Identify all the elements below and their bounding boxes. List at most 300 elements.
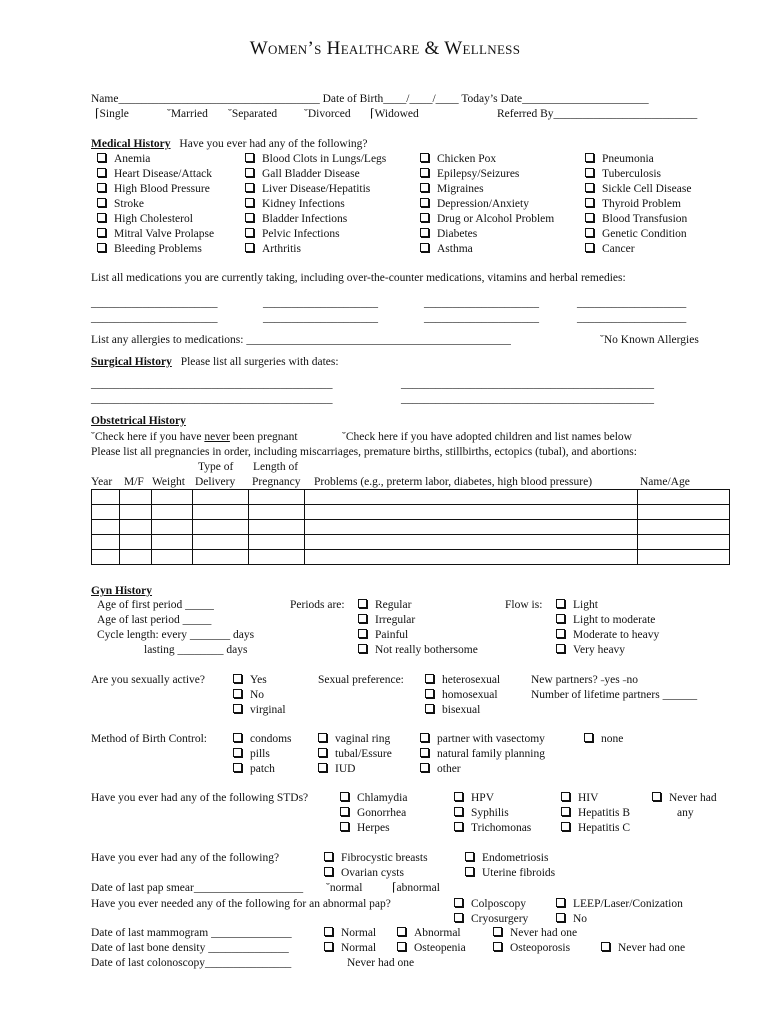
last-bone-density[interactable]: Date of last bone density ______________ [91,942,289,954]
med-line-1d[interactable]: ___________________ [577,297,687,309]
checkbox-icon[interactable] [340,807,349,816]
medical-option-blood-clots-in-lungs-legs[interactable] [245,152,386,167]
medical-option-depression-anxiety[interactable] [420,197,554,212]
bone-never[interactable] [601,941,685,955]
medical-option-cancer[interactable] [585,242,691,257]
length-of-label: Length of [253,461,299,473]
medical-label: Cancer [602,243,635,255]
checkbox-icon[interactable] [561,822,570,831]
checkbox-icon[interactable] [324,852,333,861]
checkbox-icon[interactable] [584,733,593,742]
obstetrical-history-heading: Obstetrical History [91,415,186,427]
medical-option-high-blood-pressure[interactable] [97,182,214,197]
table-cell[interactable] [248,550,304,565]
medical-option-stroke[interactable] [97,197,214,212]
std-label: Hepatitis B [578,807,631,819]
checkbox-icon[interactable] [454,822,463,831]
checkbox-icon[interactable] [318,748,327,757]
checkbox-icon[interactable] [97,243,106,252]
medical-option-bladder-infections[interactable] [245,212,386,227]
checkbox-icon[interactable] [233,674,242,683]
checkbox-icon[interactable] [420,748,429,757]
medical-option-mitral-valve-prolapse[interactable] [97,227,214,242]
checkbox-icon[interactable] [420,733,429,742]
medical-label: Genetic Condition [602,228,687,240]
birth-control-option-vaginal-ring[interactable] [318,732,392,747]
condition-label: Uterine fibroids [482,867,556,879]
medical-label: Gall Bladder Disease [262,168,360,180]
condition-label: Endometriosis [482,852,549,864]
birth-control-option-pills[interactable] [233,747,292,762]
allergies-line[interactable]: List any allergies to medications: ______________________________________________ [91,334,511,346]
never-pregnant-post: been pregnant [229,431,298,443]
medical-option-genetic-condition[interactable] [585,227,691,242]
table-cell[interactable] [151,490,192,505]
table-cell[interactable] [192,535,248,550]
table-cell[interactable] [248,505,304,520]
checkbox-icon[interactable] [420,198,429,207]
std-option-hepatitis-c[interactable] [561,821,630,836]
checkbox-icon[interactable] [561,792,570,801]
std-option-herpes[interactable] [340,821,407,836]
other-conditions-col-1 [324,851,428,881]
table-cell[interactable] [119,505,151,520]
table-cell[interactable] [192,550,248,565]
condition-option-endometriosis[interactable] [465,851,555,866]
checkbox-icon[interactable] [454,913,463,922]
mammo-never-label: Never had one [510,927,578,939]
col-pregnancy: Pregnancy [252,476,301,488]
checkbox-icon[interactable] [340,822,349,831]
medical-option-thyroid-problem[interactable] [585,197,691,212]
checkbox-icon[interactable] [420,228,429,237]
surgery-line-2a[interactable]: __________________________________________ [91,393,333,405]
medical-option-tuberculosis[interactable] [585,167,691,182]
condition-option-ovarian-cysts[interactable] [324,866,428,881]
mammo-normal[interactable] [324,926,376,940]
checkbox-icon[interactable] [585,183,594,192]
sexually-active-option-no[interactable] [233,688,286,703]
table-cell[interactable] [92,550,120,565]
table-cell[interactable] [638,520,730,535]
table-cell[interactable] [119,550,151,565]
checkbox-icon[interactable] [358,614,367,623]
medical-option-bleeding-problems[interactable] [97,242,214,257]
checkbox-icon[interactable] [324,867,333,876]
checkbox-icon[interactable] [233,704,242,713]
pregnancy-list-prompt: Please list all pregnancies in order, including miscarriages, premature births, stillbirths, ectopics (tubal), and abortions: [91,446,637,458]
medical-option-liver-disease-hepatitis[interactable] [245,182,386,197]
condition-option-uterine-fibroids[interactable] [465,866,555,881]
col-weight: Weight [152,476,185,488]
last-mammogram[interactable]: Date of last mammogram ______________ [91,927,292,939]
surgical-history-prompt: Please list all surgeries with dates: [180,356,339,368]
checkbox-icon[interactable] [556,629,565,638]
medical-label: Blood Clots in Lungs/Legs [262,153,387,165]
last-colonoscopy[interactable]: Date of last colonoscopy_______________ [91,957,292,969]
adopted-children-check[interactable]: ˘Check here if you have adopted children and list names below [342,431,632,443]
std-col-1 [340,791,407,836]
pap-procedure-option-no[interactable] [556,912,683,927]
table-cell[interactable] [304,535,637,550]
never-pregnant-check[interactable] [91,430,298,444]
checkbox-icon[interactable] [318,763,327,772]
birth-control-label: natural family planning [437,748,545,760]
table-cell[interactable] [248,490,304,505]
checkbox-icon[interactable] [245,228,254,237]
std-option-syphilis[interactable] [454,806,531,821]
table-cell[interactable] [248,535,304,550]
surgery-line-1a[interactable]: __________________________________________ [91,378,333,390]
checkbox-icon[interactable] [245,213,254,222]
table-cell[interactable] [248,520,304,535]
checkbox-icon[interactable] [585,243,594,252]
medical-option-sickle-cell-disease[interactable] [585,182,691,197]
medical-option-anemia[interactable] [97,152,214,167]
medical-option-epilepsy-seizures[interactable] [420,167,554,182]
flow-option-light-to-moderate[interactable] [556,613,659,628]
birth-control-label: vaginal ring [335,733,391,745]
checkbox-icon[interactable] [601,942,610,951]
table-cell[interactable] [151,505,192,520]
medical-option-blood-transfusion[interactable] [585,212,691,227]
medical-option-migraines[interactable] [420,182,554,197]
flow-option-very-heavy[interactable] [556,643,659,658]
checkbox-icon[interactable] [233,763,242,772]
checkbox-icon[interactable] [397,942,406,951]
checkbox-icon[interactable] [585,153,594,162]
std-col-3 [561,791,630,836]
type-of-label: Type of [198,461,234,473]
periods-option-regular[interactable] [358,598,478,613]
birth-control-option-partner-with-vasectomy[interactable] [420,732,545,747]
age-first-period[interactable]: Age of first period _____ [97,599,214,611]
condition-option-fibrocystic-breasts[interactable] [324,851,428,866]
table-cell[interactable] [119,520,151,535]
med-line-1b[interactable]: ____________________ [263,297,378,309]
checkbox-icon[interactable] [324,942,333,951]
med-line-2d[interactable]: ___________________ [577,312,687,324]
medical-option-drug-or-alcohol-problem[interactable] [420,212,554,227]
mammo-never[interactable] [493,926,577,940]
sexually-active-option-virginal[interactable] [233,703,286,718]
med-line-1c[interactable]: ____________________ [424,297,539,309]
birth-control-option-patch[interactable] [233,762,292,777]
birth-control-col-2 [318,732,392,777]
checkbox-icon[interactable] [465,852,474,861]
pap-procedure-label: No [573,913,588,925]
birth-control-col-1 [233,732,292,777]
mammo-abnormal[interactable] [397,926,461,940]
table-cell[interactable] [638,505,730,520]
std-option-trichomonas[interactable] [454,821,531,836]
referred-by-line[interactable]: Referred By_________________________ [497,108,698,120]
never-pregnant-word: never [204,431,230,443]
checkbox-icon[interactable] [425,674,434,683]
medical-label: Heart Disease/Attack [114,168,213,180]
medical-option-pneumonia[interactable] [585,152,691,167]
std-option-chlamydia[interactable] [340,791,407,806]
preference-option-bisexual[interactable] [425,703,500,718]
checkbox-icon[interactable] [420,213,429,222]
period-lasting[interactable]: lasting ________ days [144,644,248,656]
table-cell[interactable] [304,490,637,505]
checkbox-icon[interactable] [97,168,106,177]
checkbox-icon[interactable] [358,629,367,638]
checkbox-icon[interactable] [465,867,474,876]
checkbox-icon[interactable] [420,183,429,192]
checkbox-icon[interactable] [493,942,502,951]
name-dob-line[interactable]: Name___________________________________ Date of Birth____/____/____ Today’s Date______________________ [91,93,649,105]
checkbox-icon[interactable] [245,198,254,207]
mammo-normal-label: Normal [341,927,377,939]
std-option-hpv[interactable] [454,791,531,806]
new-partners[interactable]: New partners? ˗yes ˗no [531,674,638,686]
medical-label: Depression/Anxiety [437,198,529,210]
no-known-allergies[interactable]: ˘No Known Allergies [600,334,699,346]
checkbox-icon[interactable] [454,792,463,801]
sexually-active-options [233,673,286,718]
checkbox-icon[interactable] [97,228,106,237]
medical-label: Diabetes [437,228,478,240]
table-row [92,505,730,520]
medical-history-heading: Medical History [91,138,171,150]
checkbox-icon[interactable] [585,168,594,177]
std-label: HPV [471,792,495,804]
checkbox-icon[interactable] [324,927,333,936]
checkbox-icon[interactable] [652,792,661,801]
surgical-history-section [91,355,339,369]
lifetime-partners[interactable]: Number of lifetime partners ______ [531,689,698,701]
medical-option-heart-disease-attack[interactable] [97,167,214,182]
checkbox-icon[interactable] [420,243,429,252]
table-cell[interactable] [151,520,192,535]
table-cell[interactable] [638,490,730,505]
checkbox-icon[interactable] [245,183,254,192]
preference-option-heterosexual[interactable] [425,673,500,688]
table-cell[interactable] [92,490,120,505]
table-cell[interactable] [119,535,151,550]
preference-option-homosexual[interactable] [425,688,500,703]
periods-option-not-really-bothersome[interactable] [358,643,478,658]
std-label: Trichomonas [471,822,532,834]
checkbox-icon[interactable] [556,913,565,922]
table-cell[interactable] [304,520,637,535]
checkbox-icon[interactable] [556,599,565,608]
table-cell[interactable] [192,505,248,520]
table-cell[interactable] [151,535,192,550]
medical-label: Stroke [114,198,145,210]
birth-control-label: partner with vasectomy [437,733,545,745]
std-label: Syphilis [471,807,509,819]
medical-label: Blood Transfusion [602,213,688,225]
medical-option-diabetes[interactable] [420,227,554,242]
last-pap-smear[interactable]: Date of last pap smear___________________ [91,882,304,894]
sexually-active-option-yes[interactable] [233,673,286,688]
checkbox-icon[interactable] [585,228,594,237]
checkbox-icon[interactable] [397,927,406,936]
preference-label: heterosexual [442,674,501,686]
checkbox-icon[interactable] [318,733,327,742]
checkbox-icon[interactable] [556,644,565,653]
periods-label: Periods are: [290,599,345,611]
periods-option-painful[interactable] [358,628,478,643]
periods-label: Irregular [375,614,416,626]
marital-widowed[interactable]: ⌈Widowed [370,108,419,120]
checkbox-icon[interactable] [493,927,502,936]
table-cell[interactable] [92,505,120,520]
medical-label: Bleeding Problems [114,243,202,255]
checkbox-icon[interactable] [556,898,565,907]
medical-label: Tuberculosis [602,168,661,180]
checkbox-icon[interactable] [245,243,254,252]
gyn-history-heading: Gyn History [91,585,153,597]
birth-control-option-iud[interactable] [318,762,392,777]
flow-option-moderate-to-heavy[interactable] [556,628,659,643]
pap-col-1 [454,897,528,927]
checkbox-icon[interactable] [97,153,106,162]
condition-label: Fibrocystic breasts [341,852,428,864]
periods-option-irregular[interactable] [358,613,478,628]
birth-control-option-none[interactable] [584,732,623,747]
medical-label: Drug or Alcohol Problem [437,213,555,225]
birth-control-label: none [601,733,624,745]
checkbox-icon[interactable] [420,168,429,177]
medical-col-2 [245,152,386,257]
medical-option-gall-bladder-disease[interactable] [245,167,386,182]
col-year: Year [91,476,113,488]
marital-divorced[interactable]: ˘Divorced [304,108,351,120]
sexually-active-label: virginal [250,704,286,716]
birth-control-label: IUD [335,763,356,775]
checkbox-icon[interactable] [245,168,254,177]
table-cell[interactable] [304,550,637,565]
marital-single[interactable]: ⌈Single [95,108,129,120]
bone-osteoporosis[interactable] [493,941,570,955]
std-col-2 [454,791,531,836]
periods-options [358,598,478,658]
col-name-age: Name/Age [640,476,690,488]
birth-control-label: patch [250,763,275,775]
pap-abnormal[interactable]: ⌈abnormal [392,882,440,894]
table-row [92,490,730,505]
birth-control-option-tubal-essure[interactable] [318,747,392,762]
marital-separated[interactable]: ˘Separated [228,108,278,120]
medical-option-pelvic-infections[interactable] [245,227,386,242]
medical-label: Thyroid Problem [602,198,681,210]
med-line-2a[interactable]: ______________________ [91,312,218,324]
cycle-length[interactable]: Cycle length: every _______ days [97,629,255,641]
marital-married[interactable]: ˘Married [167,108,208,120]
std-any-label: any [677,807,694,819]
checkbox-icon[interactable] [585,213,594,222]
other-conditions-col-2 [465,851,555,881]
checkbox-icon[interactable] [585,198,594,207]
birth-control-label: Method of Birth Control: [91,733,207,745]
checkbox-icon[interactable] [233,748,242,757]
medical-option-chicken-pox[interactable] [420,152,554,167]
medical-label: Arthritis [262,243,301,255]
checkbox-icon[interactable] [425,704,434,713]
bone-osteopenia[interactable] [397,941,466,955]
std-option-hiv[interactable] [561,791,630,806]
birth-control-option-other[interactable] [420,762,545,777]
checkbox-icon[interactable] [425,689,434,698]
medical-option-high-cholesterol[interactable] [97,212,214,227]
preference-label: homosexual [442,689,498,701]
checkbox-icon[interactable] [358,644,367,653]
checkbox-icon[interactable] [233,689,242,698]
birth-control-col-3 [420,732,545,777]
table-cell[interactable] [151,550,192,565]
checkbox-icon[interactable] [340,792,349,801]
checkbox-icon[interactable] [358,599,367,608]
flow-option-light[interactable] [556,598,659,613]
med-line-1a[interactable]: ______________________ [91,297,218,309]
checkbox-icon[interactable] [233,733,242,742]
pap-procedure-option-colposcopy[interactable] [454,897,528,912]
periods-label: Painful [375,629,409,641]
table-cell[interactable] [192,490,248,505]
checkbox-icon[interactable] [454,807,463,816]
med-line-2b[interactable]: ____________________ [263,312,378,324]
checkbox-icon[interactable] [97,213,106,222]
std-never-had[interactable] [652,791,717,805]
table-cell[interactable] [638,535,730,550]
checkbox-icon[interactable] [97,183,106,192]
surgery-line-2b[interactable]: ____________________________________________ [401,393,654,405]
flow-options [556,598,659,658]
table-cell[interactable] [304,505,637,520]
medical-label: Kidney Infections [262,198,345,210]
table-cell[interactable] [92,535,120,550]
birth-control-option-condoms[interactable] [233,732,292,747]
never-pregnant-pre: ˘Check here if you have [91,431,205,443]
surgery-line-1b[interactable]: ____________________________________________ [401,378,654,390]
medical-option-asthma[interactable] [420,242,554,257]
bone-normal[interactable] [324,941,376,955]
birth-control-option-natural-family-planning[interactable] [420,747,545,762]
colonoscopy-never[interactable]: Never had one [347,957,415,969]
pap-normal[interactable]: ˘normal [326,882,363,894]
col-problems: Problems (e.g., preterm labor, diabetes, high blood pressure) [314,476,593,488]
pap-procedure-option-cryosurgery[interactable] [454,912,528,927]
checkbox-icon[interactable] [420,153,429,162]
checkbox-icon[interactable] [556,614,565,623]
medical-label: Anemia [114,153,151,165]
medical-option-arthritis[interactable] [245,242,386,257]
birth-control-label: tubal/Essure [335,748,392,760]
pap-procedure-option-leep-laser-conization[interactable] [556,897,683,912]
table-cell[interactable] [638,550,730,565]
medical-label: Migraines [437,183,484,195]
std-option-gonorrhea[interactable] [340,806,407,821]
age-last-period[interactable]: Age of last period _____ [97,614,212,626]
bone-osteoporosis-label: Osteoporosis [510,942,571,954]
periods-label: Not really bothersome [375,644,478,656]
checkbox-icon[interactable] [420,763,429,772]
std-option-hepatitis-b[interactable] [561,806,630,821]
checkbox-icon[interactable] [561,807,570,816]
table-cell[interactable] [119,490,151,505]
table-cell[interactable] [92,520,120,535]
medical-option-kidney-infections[interactable] [245,197,386,212]
med-line-2c[interactable]: ____________________ [424,312,539,324]
checkbox-icon[interactable] [454,898,463,907]
checkbox-icon[interactable] [97,198,106,207]
table-cell[interactable] [192,520,248,535]
checkbox-icon[interactable] [245,153,254,162]
